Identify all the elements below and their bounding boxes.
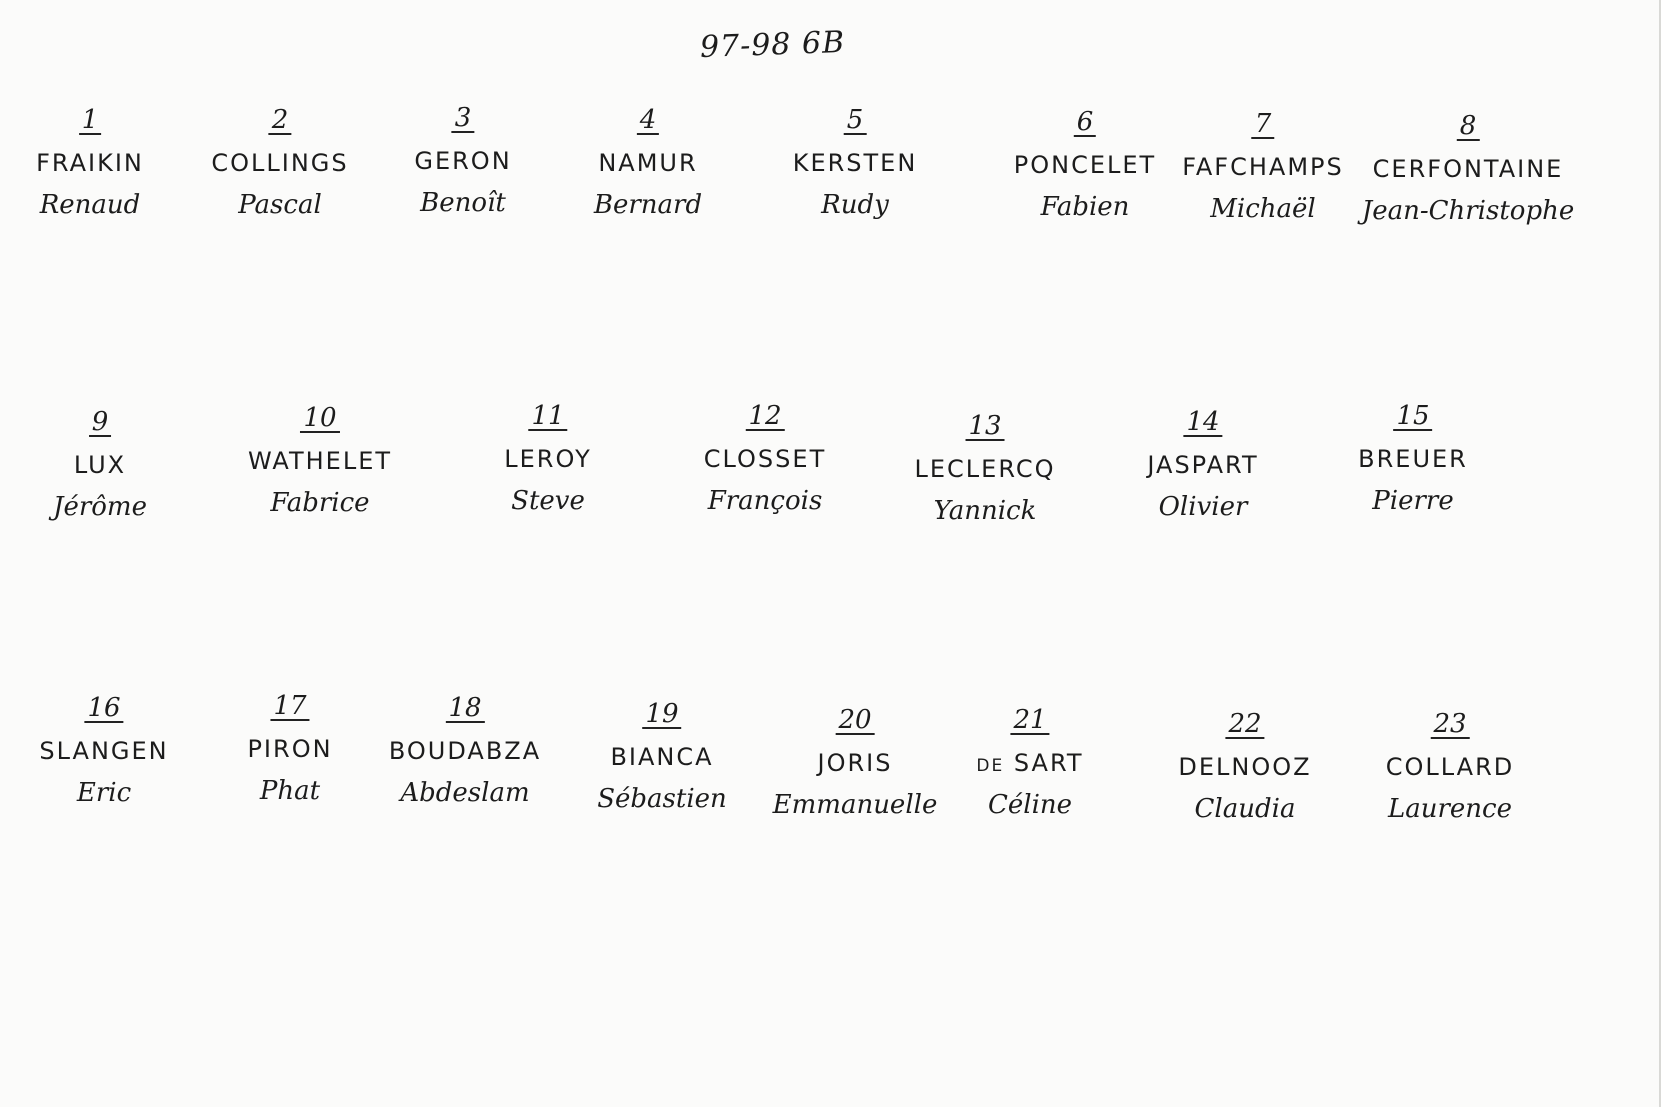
student-firstname: Renaud	[39, 190, 141, 220]
student-entry	[772, 705, 938, 821]
student-entry	[39, 693, 169, 809]
student-firstname: Phat	[259, 776, 321, 806]
student-entry	[792, 105, 918, 221]
student-entry	[914, 411, 1056, 527]
student-firstname: Michaël	[1210, 194, 1316, 224]
student-number: 9	[89, 410, 112, 437]
student-entry	[247, 403, 393, 519]
student-entry	[1385, 709, 1515, 825]
student-surname: CLOSSET	[703, 445, 827, 473]
student-surname: BREUER	[1358, 445, 1468, 473]
student-number: 12	[745, 404, 784, 431]
student-firstname: Jean-Christophe	[1361, 196, 1575, 226]
student-firstname: Claudia	[1194, 794, 1296, 824]
student-number: 2	[269, 108, 292, 135]
student-firstname: Rudy	[821, 190, 889, 220]
student-surname: NAMUR	[598, 149, 698, 177]
student-surname: BIANCA	[610, 743, 714, 771]
student-number: 22	[1225, 712, 1264, 739]
student-surname: COLLARD	[1385, 753, 1515, 781]
student-firstname: Steve	[511, 486, 585, 516]
student-entry	[1358, 401, 1468, 517]
student-number: 1	[79, 108, 102, 135]
student-firstname: Céline	[987, 790, 1073, 820]
student-entry	[36, 105, 144, 221]
student-surname: JASPART	[1147, 451, 1259, 479]
student-surname: FRAIKIN	[36, 149, 144, 177]
student-surname: KERSTEN	[792, 149, 918, 177]
student-number: 11	[528, 404, 567, 431]
student-firstname: Eric	[76, 778, 132, 808]
student-firstname: Olivier	[1158, 492, 1248, 522]
student-number: 6	[1074, 110, 1097, 137]
student-firstname: Benoît	[420, 188, 506, 218]
student-firstname: Yannick	[933, 496, 1037, 526]
student-surname: DELNOOZ	[1178, 753, 1312, 781]
student-number: 21	[1010, 708, 1049, 735]
student-entry	[1178, 709, 1312, 825]
student-entry	[504, 401, 592, 517]
student-number: 8	[1457, 114, 1480, 141]
student-surname: SLANGEN	[39, 737, 169, 765]
student-entry	[53, 407, 147, 523]
student-entry	[247, 691, 333, 807]
student-entry	[1182, 109, 1344, 225]
student-number: 3	[452, 106, 475, 133]
student-firstname: Sébastien	[597, 784, 727, 814]
student-firstname: Fabien	[1040, 192, 1130, 222]
student-number: 5	[844, 108, 867, 135]
student-surname: PONCELET	[1013, 151, 1157, 179]
student-number: 14	[1183, 410, 1222, 437]
student-surname: LUX	[73, 451, 127, 479]
student-surname: COLLINGS	[211, 149, 349, 177]
student-firstname: Bernard	[593, 190, 703, 220]
student-entry	[976, 705, 1084, 821]
student-surname: WATHELET	[247, 447, 393, 475]
student-entry	[414, 103, 512, 219]
student-number: 16	[84, 696, 123, 723]
student-surname: CERFONTAINE	[1372, 155, 1564, 183]
student-entry	[1147, 407, 1259, 523]
student-firstname: Abdeslam	[400, 778, 530, 808]
student-firstname: Emmanuelle	[772, 790, 938, 820]
student-firstname: Pierre	[1372, 486, 1454, 516]
student-entry	[1013, 107, 1157, 223]
student-surname: BOUDABZA	[388, 737, 542, 765]
student-entry	[388, 693, 542, 809]
student-number: 13	[965, 414, 1004, 441]
student-surname: PIRON	[247, 735, 333, 763]
student-number: 18	[445, 696, 484, 723]
student-surname: LEROY	[504, 445, 592, 473]
student-entry	[597, 699, 727, 815]
student-number: 7	[1252, 112, 1275, 139]
student-firstname: Fabrice	[270, 488, 370, 518]
student-surname: LECLERCQ	[914, 455, 1056, 483]
student-number: 10	[300, 406, 339, 433]
student-surname: JORIS	[817, 749, 893, 777]
student-entry	[703, 401, 827, 517]
student-firstname: Jérôme	[53, 492, 147, 522]
student-entry	[211, 105, 349, 221]
student-firstname: Laurence	[1387, 794, 1513, 824]
student-entry	[1361, 111, 1575, 227]
student-surname: de SART	[976, 749, 1084, 777]
student-surname: GERON	[414, 147, 512, 175]
student-number: 17	[270, 694, 309, 721]
student-number: 4	[637, 108, 660, 135]
student-surname: FAFCHAMPS	[1182, 153, 1344, 181]
class-header: 97-98 6B	[699, 24, 846, 65]
student-number: 19	[642, 702, 681, 729]
student-entry	[593, 105, 703, 221]
student-firstname: François	[707, 486, 823, 516]
student-firstname: Pascal	[238, 190, 322, 220]
student-number: 20	[835, 708, 874, 735]
student-number: 23	[1430, 712, 1469, 739]
student-number: 15	[1393, 404, 1432, 431]
